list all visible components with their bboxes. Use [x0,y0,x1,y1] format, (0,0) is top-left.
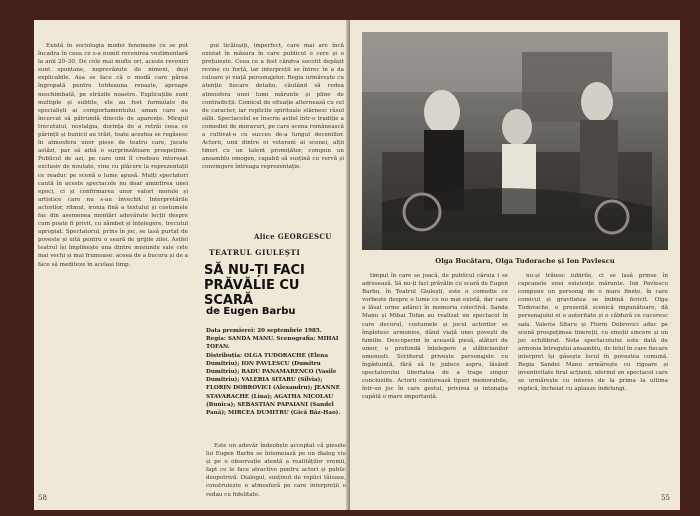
right-page-number: 55 [661,494,670,502]
stage-scene-image [362,32,668,250]
play-byline: de Eugen Barbu [206,306,296,317]
right-page [350,20,680,510]
production-credits [206,327,344,437]
credit-premiere: Data premierei: 20 septembrie 1985. [206,328,322,334]
credit-cast: Distribuția: OLGA TUDORACHE (Elena Dumitriu); ION PAVLESCU (Dumitru Dumitriu); RADU PANAMARENCO (Vasile Dumitriu); VALERIA SITARU (Silvia); FLORIN DOBROVICI (Alexandru); JEANNE STAVARACHE (Lina); AGATHA NICOLAU (Bunica); SEBASTIAN PAPAIANI (Sandel Pană); MIRCEA DUMITRU (Gică Bâz-Hao). [206,352,341,417]
left-col1-text: Există în sociologia modei fenomene ce se pot încadra în ceea ce s-a numit revenirea vestimentară la anii 20–30. De cele mai multe ori, aceste reveniri sunt spontane, neprevăzute de nimeni, deși explicabile. Așa se face că o modă care părea îngropată pentru totdeauna renaște, aproape neschimbată, pe străzile noastre. Explicațiile sunt multiple și subtile, ele au fost formulate de specialiști ai comportamentului uman care au încercat să pătrundă dincolo de aparențe. Mirajul trecutului, nostalgia, dorința de a retrăi ceea ce părinții și bunicii au trăit, toate acestea se regăsesc în atmosfera unor piese de teatru care, jucate astăzi, par să aibă o surprinzătoare prospețime. Publicul de azi, pe care unii îl credeau interesat exclusiv de noutate, vine cu plăcere la reprezentații ce readuc pe scenă o lume apusă. Mulți spectatori caută în aceste spectacole nu doar amintirea unei epoci, ci și confirmarea unor valori morale și artistice care nu s-au învechit. Interpretările actorilor, ritmul, ironia fină a textului și costumele fac din asemenea montări adevărate lecții despre cum poate fi privit, cu zâmbet și înțelegere, trecutul apropiat. Spectatorul, prins în joc, se lasă purtat de poveste și uită pentru o seară de grijile zilei. Astfel teatrul își împlinește una dintre misiunile sale cele mai vechi și mai frumoase: aceea de a bucura și de a face să mediteze în același timp. [38,43,188,268]
right-col2-text: nu-și trăiesc iubirile, ci se lasă prinse în capcanele unei existențe mărunte. Ion Pavlescu compune un personaj de o mare finețe, în care comicul și gravitatea se îmbină fericit. Olga Tudorache, o prezență scenică impunătoare, dă personajului ei o autoritate și o căldură ce cuceresc sala. Valeria Sitaru și Florin Dobrovici aduc pe scenă prospețimea tinereții, cu emoții sincere și un joc echilibrat. Nota spectacolului este dată de armonia întregului ansamblu, de felul în care fiecare interpret își găsește locul în povestea comună. Regia Sandei Manu urmărește cu rigoare și inventivitate firul acțiunii, oferind un spectacol care se urmărește cu interes de la prima la ultima replică, încheiat cu aplauze îndelungi. [518,273,668,393]
theatre-name: TEATRUL GIULEȘTI [209,248,301,257]
left-page [34,20,350,510]
production-photo [362,32,668,250]
left-col2-text: pui ticăloșiți, imperfect, care mai are încă existat în măsura în care publicul o cere și o prețuiește. Ceea ce a fost cândva socotit depășit revine cu forță, iar interpreții se întrec în a da culoare și viață personajelor. Regia urmărește cu atenție fiecare detaliu, căutând să redea atmosfera unei lumi mărunte și pline de contradicții. Comicul de situație alternează cu cel de caracter, iar replicile spirituale stârnesc râsul sălii. Spectacolul se înscrie astfel într-o tradiție a comediei de moravuri, pe care scena românească a cultivat-o cu succes de-a lungul deceniilor. Actorii, unii dintre ei veterani ai scenei, alții tineri cu un talent promițător, compun un ansamblu omogen, capabil să susțină cu vervă și convingere întreaga reprezentație. [202,43,344,171]
author-signature: Alice GEORGESCU [254,232,332,241]
left-col3-text: Este un adevăr îndeobște acceptat că piesele lui Eugen Barbu se întemeiază pe un dialog viu și pe o observație atentă a realităților vremii, fapt ce le face atractive pentru actori și public deopotrivă. Dialogul, susținut de replici tăioase, construiește o atmosferă pe care interpreții o redau cu fidelitate. [206,443,346,498]
right-col1-text: timpul în care se joacă, de publicul căruia i se adresează. Să nu-ți faci prăvălie cu scară de Eugen Barbu, în Teatrul Giulești, este o comedie ce vorbește despre o lume ce nu mai există, dar care a lăsat urme adânci în memoria colectivă. Sanda Manu și Mihai Tofan au realizat un spectacol în care decorul, costumele și jocul actorilor se împletesc armonios, dând viață unei povești de familie. Descoperim în această piesă, alături de umor, o profundă înțelegere a slăbiciunilor omenești. Scriitorul privește personajele cu îngăduință, fără să le judece aspru, lăsând spectatorului libertatea de a trage singur concluziile. Actorii conturează tipuri memorabile, într-un joc în care gestul, privirea și intonația capătă o mare importanță. [362,273,508,401]
left-column-2 [202,42,344,230]
play-headline: SĂ NU-ȚI FACI PRĂVĂLIE CU SCARĂ [204,263,305,308]
left-column-3 [206,442,346,498]
right-column-1 [362,272,508,482]
credit-direction: Regia: SANDA MANU. Scenografia: MIHAI TOFAN. [206,336,339,351]
right-column-2 [518,272,668,482]
left-page-number: 58 [38,494,47,502]
left-column-1 [38,42,188,485]
photo-caption: Olga Bucătaru, Olga Tudorache și Ion Pavlescu [435,257,615,265]
